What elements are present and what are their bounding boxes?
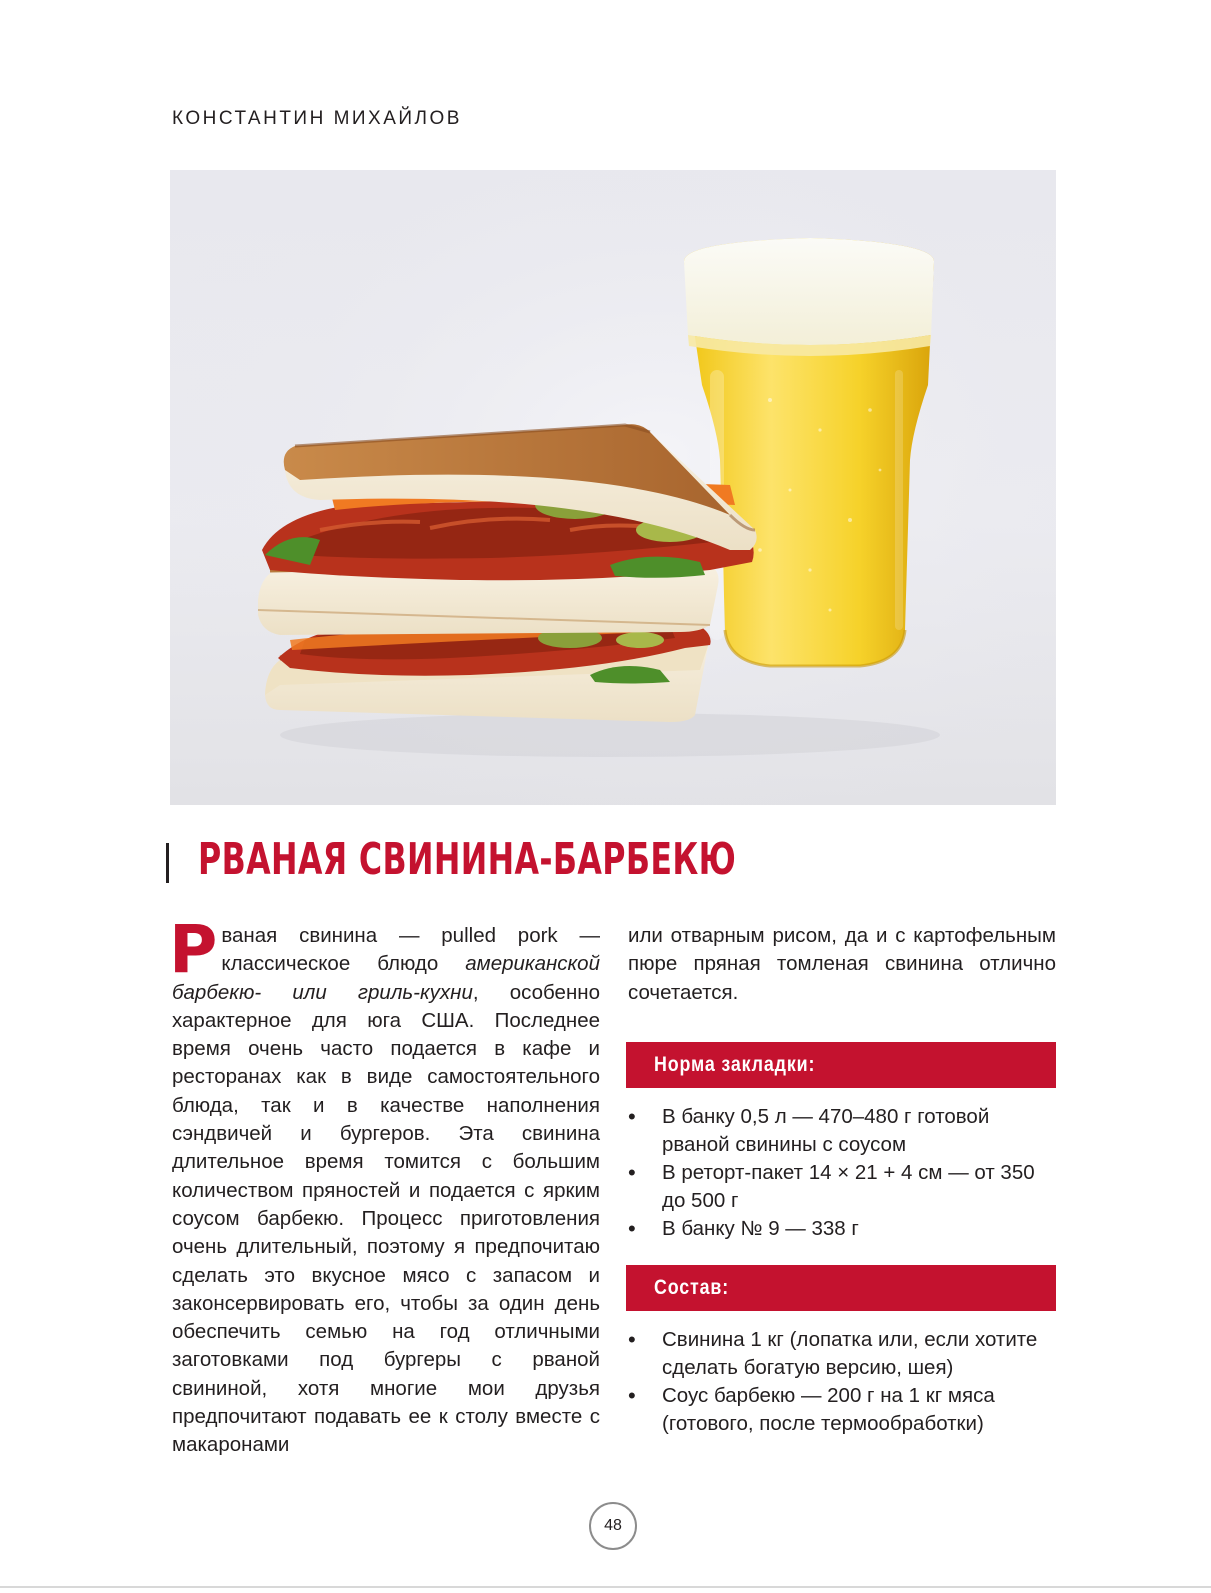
intro-text-part2: , особенно характерное для юга США. Последнее время очень часто подается в кафе и ресторанах как в виде самостоятельного блюда, так и в качестве наполнения сэндвичей и бургеров. Эта свинина длительное время томится с большим количеством пряностей и подается с ярким соусом барбекю. Процесс приготовления очень длительный, поэтому я предпочитаю сделать это вкусное мясо с запасом и законсервировать его, чтобы за один день обеспечить семью на год отличными заготовками под бургеры с рваной свининой, хотя многие мои друзья предпочитают подавать ее к столу вместе с макаронами (172, 980, 600, 1457)
recipe-title: РВАНАЯ СВИНИНА-БАРБЕКЮ (198, 834, 737, 885)
list-item: • В банку 0,5 л — 470–480 г готовой рваной свинины с соусом (628, 1103, 1056, 1159)
list-item: • В банку № 9 — 338 г (628, 1215, 1056, 1243)
list-item: • Соус барбекю — 200 г на 1 кг мяса (готового, после термообработки) (628, 1382, 1056, 1438)
page-number: 48 (589, 1502, 637, 1550)
footer-divider (0, 1586, 1211, 1588)
intro-text-part1: ваная свинина — pulled pork — классическое блюдо (221, 924, 600, 976)
ingredients-list (628, 1326, 1056, 1438)
author-name: КОНСТАНТИН МИХАЙЛОВ (172, 108, 462, 129)
right-column (628, 922, 1056, 1438)
section-heading-ingredients: Состав: (626, 1265, 1056, 1311)
section-heading-portion: Норма закладки: (626, 1042, 1056, 1088)
recipe-photo (170, 170, 1056, 805)
portion-list (628, 1103, 1056, 1243)
intro-continuation: или отварным рисом, да и с картофельным пюре пряная томленая свинина отлично сочетается. (628, 924, 1056, 1004)
intro-text-italic: американской барбекю- или гриль-кухни (172, 952, 600, 1004)
intro-text (169, 911, 600, 1460)
list-item: • Свинина 1 кг (лопатка или, если хотите сделать богатую версию, шея) (628, 1326, 1056, 1382)
list-item: • В реторт-пакет 14 × 21 + 4 см — от 350 до 500 г (628, 1159, 1056, 1215)
title-accent-bar (166, 843, 169, 883)
drop-cap: Р (169, 911, 218, 988)
